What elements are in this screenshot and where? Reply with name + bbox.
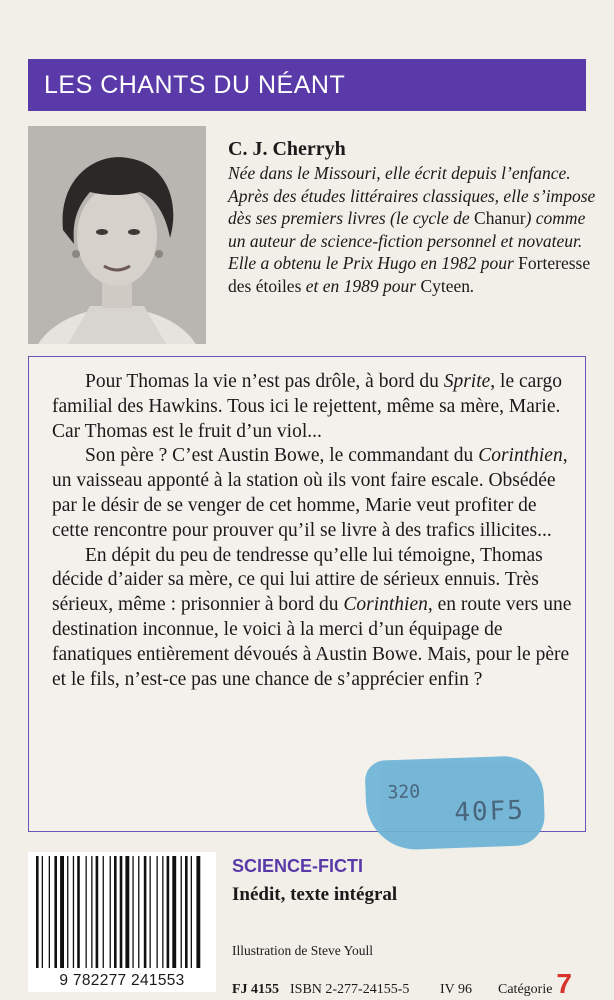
print-date: IV 96 [440,982,473,997]
summary-text-run: Sprite [443,371,491,392]
barcode-digits: 9 782277 241553 [59,972,185,989]
category-label: Catégorie [498,982,553,997]
author-name: C. J. Cherryh [228,138,346,160]
bio-text-run: Chanur [474,208,526,228]
summary-paragraph [52,370,574,444]
fj-code: FJ 4155 [232,982,280,997]
edition-label: Inédit, texte intégral [232,884,398,905]
author-bio [228,162,598,297]
summary-text-run: En dépit du peu de tendresse qu’elle lui témoigne, Thomas décide d’aider sa mère, ce qui lui attire de sérieux ennuis. Très sérieux, même : prisonnier à bord du [52,544,543,616]
barcode [28,852,216,992]
isbn: ISBN 2-277-24155-5 [290,982,410,997]
bio-text-run: ) comme un auteur de science-fiction personnel et novateur. Elle a obtenu le Prix Hugo en 1982 pour [228,208,586,273]
bio-text-run: Cyteen [420,275,471,296]
sticker-code: 320 [387,781,421,804]
category-number: 7 [556,968,572,999]
genre-label: SCIENCE-FICTI [232,856,364,876]
summary-text-run: Corinthien [478,445,563,467]
summary-text-run: Son père ? C’est Austin Bowe, le commandant du [85,445,479,467]
publishing-info [232,968,604,1000]
summary-paragraph [52,544,574,693]
book-title-band [28,59,586,111]
book-summary [52,370,574,692]
summary-text-run: , le cargo familial des Hawkins. Tous ici le rejettent, même sa mère, Marie. Car Thomas est le fruit d’un viol... [52,371,562,442]
bio-text-run: et en 1989 pour [301,275,421,296]
sticker-price: 40F5 [453,795,526,829]
bio-text-run: Forteresse des étoiles [228,253,591,296]
summary-text-run: Corinthien [343,594,428,616]
summary-text-run: , en route vers une destination inconnue, le voici à la merci d’un équipage de fanatiques entièrement dévoués à Austin Bowe. Mais, pour le père et le fils, n’est-ce pas une chance de s’apprécier enfin ? [52,594,572,690]
summary-text-run: Pour Thomas la vie n’est pas drôle, à bord du [85,371,444,392]
bio-text-run: . [470,275,475,296]
summary-paragraph [52,444,574,543]
barcode-bars-icon [34,856,210,970]
book-title: LES CHANTS DU NÉANT [44,70,346,99]
illustration-credit: Illustration de Steve Youll [232,943,373,958]
summary-text-run: , un vaisseau apponté à la station où ils vont faire escale. Obsédée par le désir de se venger de cet homme, Marie veut profiter de cette rencontre pour prouver qu’il se livre à des trafics illicites... [52,445,568,541]
price-sticker [364,755,545,851]
author-portrait [28,126,206,344]
bio-text-run: Née dans le Missouri, elle écrit depuis l’enfance. Après des études littéraires classiques, elle s’impose dès ses premiers livres (le cycle de [228,163,596,228]
